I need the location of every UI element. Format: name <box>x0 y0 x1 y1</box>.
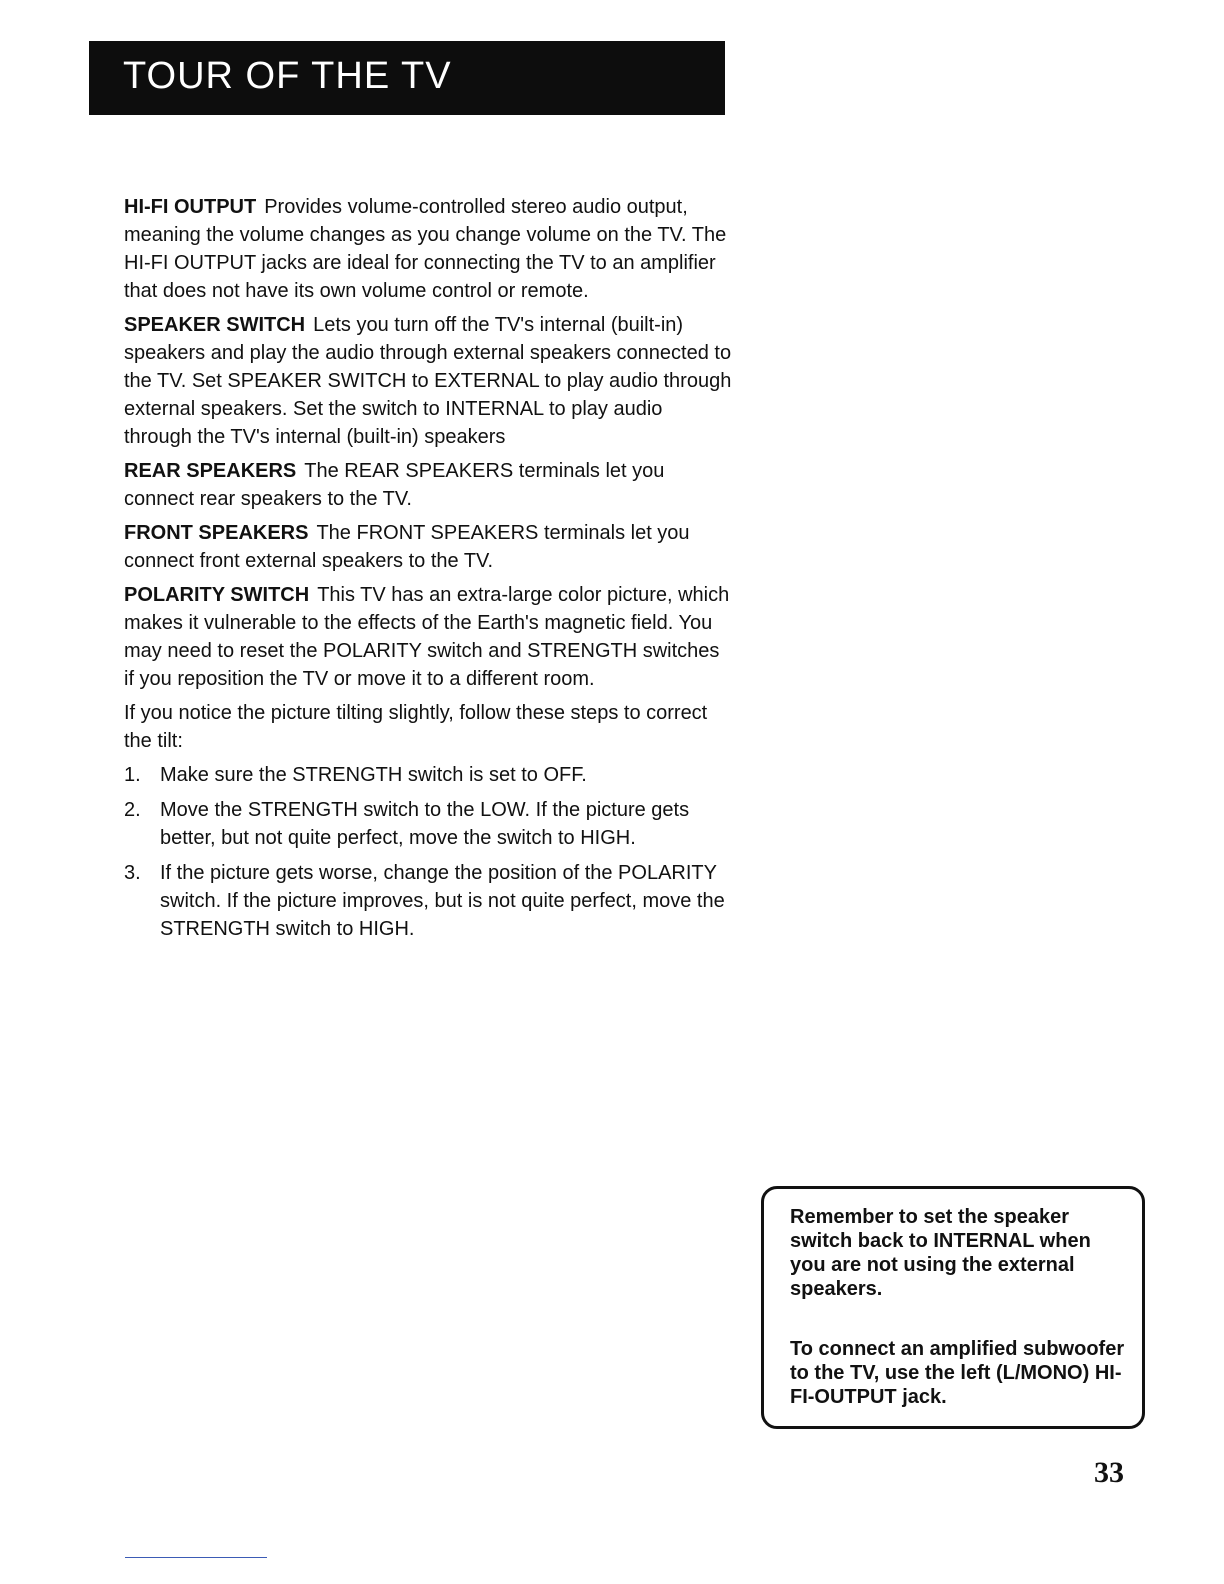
note-callout-box <box>761 1186 1145 1429</box>
step-text: Move the STRENGTH switch to the LOW. If the picture gets better, but not quite perfect, move the switch to HIGH. <box>160 799 690 849</box>
step-number: 2. <box>124 799 141 821</box>
note-speaker-switch: Remember to set the speaker switch back to INTERNAL when you are not using the external speakers. <box>790 1206 1091 1300</box>
page-title: TOUR OF THE TV <box>123 55 452 97</box>
section-text: Provides volume-controlled stereo audio output, meaning the volume changes as you change volume on the TV. The HI-FI OUTPUT jacks are ideal for connecting the TV to an amplifier that does not have its own volume control or remote. <box>124 196 727 302</box>
section-text: This TV has an extra-large color picture, which makes it vulnerable to the effects of the Earth's magnetic field. You may need to reset the POLARITY switch and STRENGTH switches if you reposition the TV or move it to a different room. <box>124 584 730 690</box>
section-hifi-output <box>124 193 734 305</box>
section-term: REAR SPEAKERS <box>124 460 297 482</box>
footer-divider <box>125 1557 267 1558</box>
step-text: Make sure the STRENGTH switch is set to OFF. <box>160 764 587 786</box>
steps-intro: If you notice the picture tilting slightly, follow these steps to correct the tilt: <box>124 702 708 752</box>
section-text: Lets you turn off the TV's internal (built-in) speakers and play the audio through external speakers connected to the TV. Set SPEAKER SWITCH to EXTERNAL to play audio through external speakers. Set the switch to INTERNAL to play audio through the TV's internal (built-in) speakers <box>124 314 732 448</box>
list-item <box>124 859 734 943</box>
step-number: 1. <box>124 764 141 786</box>
section-text: The FRONT SPEAKERS terminals let you connect front external speakers to the TV. <box>124 522 690 572</box>
section-text: The REAR SPEAKERS terminals let you connect rear speakers to the TV. <box>124 460 665 510</box>
section-term: FRONT SPEAKERS <box>124 522 309 544</box>
section-term: POLARITY SWITCH <box>124 584 310 606</box>
step-number: 3. <box>124 862 141 884</box>
list-item <box>124 761 734 789</box>
steps-list <box>124 761 734 943</box>
page-header <box>89 41 725 115</box>
list-item <box>124 796 734 852</box>
section-term: HI-FI OUTPUT <box>124 196 257 218</box>
main-content <box>124 193 734 950</box>
section-rear-speakers <box>124 457 734 513</box>
note-subwoofer: To connect an amplified subwoofer to the TV, use the left (L/MONO) HI-FI-OUTPUT jack. <box>790 1338 1125 1408</box>
step-text: If the picture gets worse, change the position of the POLARITY switch. If the picture improves, but is not quite perfect, move the STRENGTH switch to HIGH. <box>160 862 725 940</box>
section-speaker-switch <box>124 311 734 451</box>
page-number: 33 <box>1094 1456 1124 1489</box>
section-term: SPEAKER SWITCH <box>124 314 306 336</box>
section-front-speakers <box>124 519 734 575</box>
section-polarity-switch <box>124 581 734 693</box>
